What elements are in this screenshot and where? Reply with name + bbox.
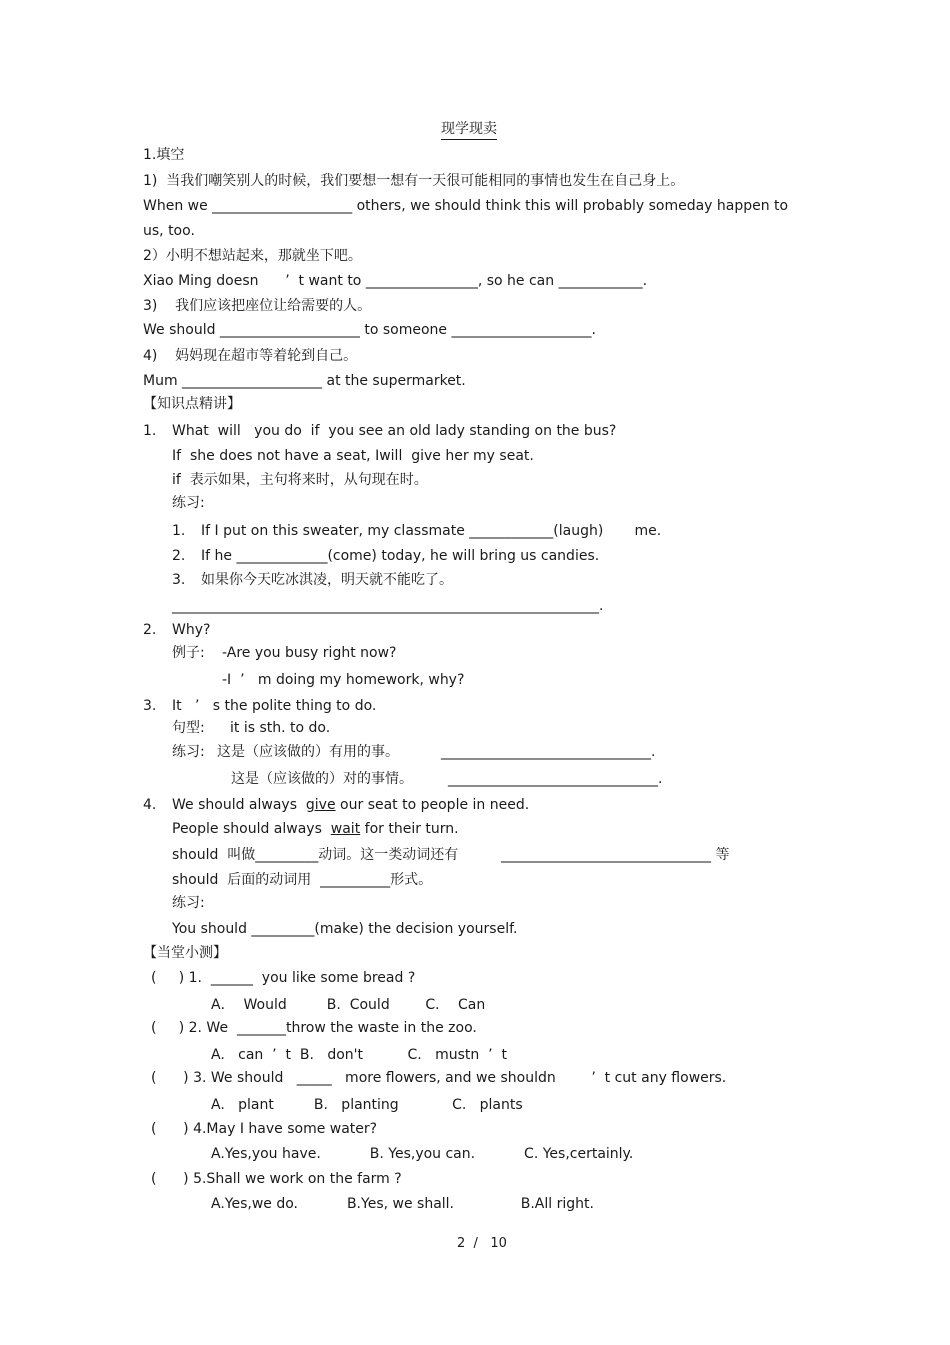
point4-line3-blank: ______________________________ 等 [501,847,730,863]
point2-example2: -I ’ m doing my homework, why? [222,672,465,688]
exercise2: If he _____________(come) today, he will bring us candies. [201,548,600,564]
page-title: 现学现卖 [441,121,497,140]
quiz-q5: ( ) 5.Shall we work on the farm ? [151,1171,402,1187]
point4-underlined-wait: wait [330,821,361,837]
point4-line2-b: for their turn. [360,821,459,837]
exercise1-number: 1. [172,523,186,539]
exercise3: 如果你今天吃冰淇凌，明天就不能吃了。 [201,572,453,588]
point4-practice-label: 练习: [172,895,205,911]
quiz-heading: 【当堂小测】 [143,945,227,961]
point4-line5: You should _________(make) the decision yourself. [172,921,518,937]
point2-example-label: 例子: [172,645,205,661]
point1-practice-label: 练习: [172,495,205,511]
q2-chinese: 2）小明不想站起来，那就坐下吧。 [143,248,362,264]
point1-number: 1. [143,423,157,439]
knowledge-heading: 【知识点精讲】 [143,396,241,412]
quiz-q4: ( ) 4.May I have some water? [151,1121,378,1137]
point4-line2-a: People should always [172,821,331,837]
q1-chinese: 1) 当我们嘲笑别人的时候，我们要想一想有一天很可能相同的事情也发生在自己身上。 [143,173,685,189]
point3-practice2-blank: ______________________________. [448,771,663,787]
q1-english-line1: When we ____________________ others, we should think this will probably someday happen to [143,198,789,214]
q4-english: Mum ____________________ at the supermarket. [143,373,466,389]
point3-practice2: 这是（应该做的）对的事情。 [231,771,413,787]
q2-english: Xiao Ming doesn ’ t want to ________________, so he can ____________. [143,273,648,289]
point1-note: if 表示如果，主句将来时，从句现在时。 [172,472,428,488]
point4-underlined-give: give [305,797,336,813]
point3-practice1-blank: ______________________________. [441,744,656,760]
point4-line4: should 后面的动词用 __________形式。 [172,872,433,888]
quiz-q4-options: A.Yes,you have. B. Yes,you can. C. Yes,certainly. [211,1146,634,1162]
quiz-q3-options: A. plant B. planting C. plants [211,1097,523,1113]
section-heading: 1.填空 [143,147,185,163]
quiz-q2: ( ) 2. We _______throw the waste in the zoo. [151,1020,477,1036]
quiz-q1: ( ) 1. ______ you like some bread ? [151,970,416,986]
quiz-q1-options: A． Would B. Could C． Can [211,997,486,1013]
quiz-q2-options: A. can ’ t B. don't C. mustn ’ t [211,1047,507,1063]
exercise2-number: 2. [172,548,186,564]
point4-line2 [172,820,459,838]
point2-text: Why? [172,622,211,638]
exercise3-blank: _____________________________________________________________. [172,598,604,614]
quiz-q5-options: A.Yes,we do. B.Yes, we shall. B.All right. [211,1196,594,1212]
page-number: 2 / 10 [457,1236,507,1251]
point1-question: What will you do if you see an old lady standing on the bus? [172,423,617,439]
q3-chinese: 3) 我们应该把座位让给需要的人。 [143,298,372,314]
q3-english: We should ____________________ to someone ____________________. [143,322,596,338]
point3-pattern-label: 句型: [172,720,205,736]
point3-practice-label: 练习: [172,744,205,760]
point1-answer: If she does not have a seat, Iwill give her my seat. [172,448,534,464]
point2-number: 2. [143,622,157,638]
point4-line1-b: our seat to people in need. [335,797,530,813]
quiz-q3: ( ) 3. We should _____ more flowers, and we shouldn ’ t cut any flowers. [151,1070,727,1086]
point4-line1-a: We should always [172,797,306,813]
point4-line1 [172,796,529,814]
point2-example1: -Are you busy right now? [222,645,397,661]
point4-number: 4. [143,797,157,813]
q1-english-line2: us, too. [143,223,195,239]
exercise3-number: 3. [172,572,186,588]
exercise1: If I put on this sweater, my classmate ____________(laugh) me. [201,523,662,539]
point3-pattern: it is sth. to do. [230,720,331,736]
point3-number: 3. [143,698,157,714]
point3-text: It ’ s the polite thing to do. [172,698,377,714]
q4-chinese: 4) 妈妈现在超市等着轮到自己。 [143,348,358,364]
point3-practice1: 这是（应该做的）有用的事。 [217,744,399,760]
point4-line3: should 叫做_________动词。这一类动词还有 [172,847,459,863]
